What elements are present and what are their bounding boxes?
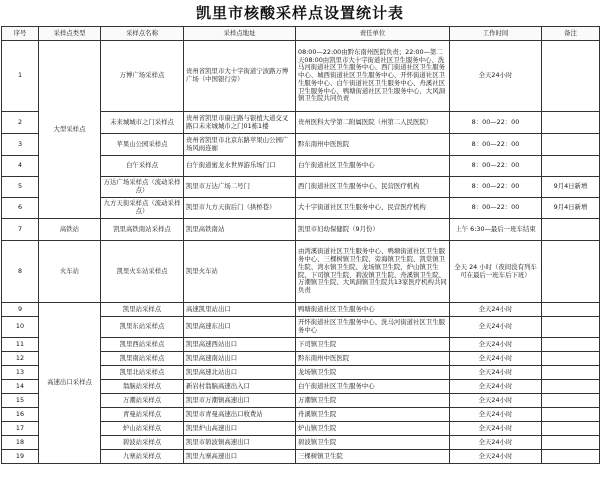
cell-time: 全天24小时 bbox=[450, 338, 542, 352]
cell-address: 贵州省凯里市北京东路苹果山公园广场风雨连廊 bbox=[184, 134, 296, 156]
cell-unit: 万潮镇卫生院 bbox=[296, 394, 450, 408]
stats-table bbox=[1, 26, 600, 464]
cell-time: 全天24小时 bbox=[450, 422, 542, 436]
cell-no: 10 bbox=[2, 317, 39, 338]
cell-time: 全天24小时 bbox=[450, 394, 542, 408]
cell-note bbox=[542, 450, 600, 464]
cell-no: 6 bbox=[2, 198, 39, 219]
cell-name: 白午采样点 bbox=[101, 156, 184, 177]
table-row bbox=[2, 219, 600, 241]
cell-note bbox=[542, 241, 600, 303]
cell-note bbox=[542, 422, 600, 436]
cell-address: 贵州省凯里市康庄路与银植大道交叉路口未来城城市之门01栋1楼 bbox=[184, 112, 296, 134]
header-note: 备注 bbox=[542, 27, 600, 41]
cell-address: 凯里高速北站出口 bbox=[184, 366, 296, 380]
header-time: 工作时间 bbox=[450, 27, 542, 41]
cell-unit: 三棵树镇卫生院 bbox=[296, 450, 450, 464]
cell-unit: 龙场镇卫生院 bbox=[296, 366, 450, 380]
cell-address: 凯里市青曼高速出口收费站 bbox=[184, 408, 296, 422]
table-row bbox=[2, 41, 600, 112]
cell-address: 凯里炉山高速出口 bbox=[184, 422, 296, 436]
cell-address: 新岩村翁脑高速出入口 bbox=[184, 380, 296, 394]
cell-no: 5 bbox=[2, 177, 39, 198]
page-title: 凯里市核酸采样点设置统计表 bbox=[195, 4, 404, 22]
cell-type: 高速出口采样点 bbox=[39, 303, 101, 464]
cell-address: 凯里高速东出口 bbox=[184, 317, 296, 338]
cell-no: 11 bbox=[2, 338, 39, 352]
cell-time: 全天24小时 bbox=[450, 436, 542, 450]
cell-no: 14 bbox=[2, 380, 39, 394]
cell-unit: 西门街道社区卫生服务中心、民营医疗机构 bbox=[296, 177, 450, 198]
header-address: 采样点地址 bbox=[184, 27, 296, 41]
cell-time: 全天 24 小时（夜间没有列车可在最后一班车后下班） bbox=[450, 241, 542, 303]
header-name: 采样点名称 bbox=[101, 27, 184, 41]
table-row bbox=[2, 303, 600, 317]
cell-time: 全天24小时 bbox=[450, 317, 542, 338]
cell-time: 8：00—22：00 bbox=[450, 198, 542, 219]
cell-time: 8：00—22：00 bbox=[450, 156, 542, 177]
cell-time: 全天24小时 bbox=[450, 380, 542, 394]
cell-unit: 碧波镇卫生院 bbox=[296, 436, 450, 450]
cell-name: 凯里火车站采样点 bbox=[101, 241, 184, 303]
cell-unit: 鸭塘街道社区卫生服务中心 bbox=[296, 303, 450, 317]
cell-address: 凯里市碧波镇高速出口 bbox=[184, 436, 296, 450]
cell-note bbox=[542, 352, 600, 366]
table-row bbox=[2, 241, 600, 303]
header-no: 序号 bbox=[2, 27, 39, 41]
cell-note bbox=[542, 380, 600, 394]
cell-address: 凯里高速南站出口 bbox=[184, 352, 296, 366]
cell-address: 凯里九寨高速出口 bbox=[184, 450, 296, 464]
cell-address: 凯里高铁南站 bbox=[184, 219, 296, 241]
cell-note bbox=[542, 41, 600, 112]
cell-unit: 大十字街道社区卫生服务中心、民营医疗机构 bbox=[296, 198, 450, 219]
cell-type: 大型采样点 bbox=[39, 41, 101, 219]
cell-time: 8：00—22：00 bbox=[450, 177, 542, 198]
cell-time: 8：00—22：00 bbox=[450, 134, 542, 156]
cell-name: 凯里站采样点 bbox=[101, 303, 184, 317]
header-unit: 责任单位 bbox=[296, 27, 450, 41]
cell-name: 万博广场采样点 bbox=[101, 41, 184, 112]
cell-no: 19 bbox=[2, 450, 39, 464]
cell-unit: 贵州医科大学第二附属医院（州第二人民医院） bbox=[296, 112, 450, 134]
cell-no: 13 bbox=[2, 366, 39, 380]
cell-time: 全天24小时 bbox=[450, 408, 542, 422]
cell-time: 全天24小时 bbox=[450, 450, 542, 464]
cell-address: 凯里市九方天街后门（拱桥巷） bbox=[184, 198, 296, 219]
cell-no: 9 bbox=[2, 303, 39, 317]
cell-no: 16 bbox=[2, 408, 39, 422]
cell-note bbox=[542, 156, 600, 177]
cell-address: 凯里市万潮镇高速出口 bbox=[184, 394, 296, 408]
cell-unit: 由湾溪街道社区卫生服务中心、鸭塘街道社区卫生服务中心、三棵树镇卫生院、旁海镇卫生院、凯棠镇卫生院、湾水镇卫生院、龙场镇卫生院、炉山镇卫生院、下司镇卫生院、碧波镇卫生院、舟溪镇卫生院、万潮镇卫生院、大风洞镇卫生院共13家医疗机构共同负责 bbox=[296, 241, 450, 303]
cell-unit: 白午街道社区卫生服务中心 bbox=[296, 156, 450, 177]
cell-note bbox=[542, 134, 600, 156]
cell-address: 白午街道蜜龙水世界游乐场门口 bbox=[184, 156, 296, 177]
cell-no: 1 bbox=[2, 41, 39, 112]
cell-no: 3 bbox=[2, 134, 39, 156]
cell-name: 九寨站采样点 bbox=[101, 450, 184, 464]
cell-time: 全天24小时 bbox=[450, 303, 542, 317]
cell-time: 上午 6:30—最后一班车结束 bbox=[450, 219, 542, 241]
cell-name: 凯里高铁南站采样点 bbox=[101, 219, 184, 241]
table-wrapper bbox=[1, 26, 599, 464]
cell-time: 全天24小时 bbox=[450, 41, 542, 112]
cell-address: 凯里市万达广场二号门 bbox=[184, 177, 296, 198]
cell-name: 万潮站采样点 bbox=[101, 394, 184, 408]
cell-name: 翁脑站采样点 bbox=[101, 380, 184, 394]
cell-address: 高速凯里站出口 bbox=[184, 303, 296, 317]
cell-address: 贵州省凯里市大十字街道宁波路万博广场（中国银行旁） bbox=[184, 41, 296, 112]
cell-note bbox=[542, 317, 600, 338]
cell-no: 18 bbox=[2, 436, 39, 450]
cell-unit: 白午街道社区卫生服务中心 bbox=[296, 380, 450, 394]
cell-name: 碧波站采样点 bbox=[101, 436, 184, 450]
cell-unit: 黔东南州中医医院 bbox=[296, 134, 450, 156]
cell-time: 全天24小时 bbox=[450, 366, 542, 380]
cell-name: 未来城城市之门采样点 bbox=[101, 112, 184, 134]
cell-name: 九方天街采样点（流动采样点） bbox=[101, 198, 184, 219]
cell-note bbox=[542, 303, 600, 317]
cell-name: 凯里南站采样点 bbox=[101, 352, 184, 366]
cell-name: 万达广场采样点（流动采样点） bbox=[101, 177, 184, 198]
cell-note bbox=[542, 338, 600, 352]
cell-no: 15 bbox=[2, 394, 39, 408]
cell-name: 凯里东站采样点 bbox=[101, 317, 184, 338]
cell-unit: 下司镇卫生院 bbox=[296, 338, 450, 352]
cell-note: 9月4日新增 bbox=[542, 198, 600, 219]
cell-no: 4 bbox=[2, 156, 39, 177]
cell-no: 2 bbox=[2, 112, 39, 134]
cell-note bbox=[542, 408, 600, 422]
cell-address: 凯里火车站 bbox=[184, 241, 296, 303]
cell-time: 全天24小时 bbox=[450, 352, 542, 366]
cell-address: 凯里高速西站出口 bbox=[184, 338, 296, 352]
cell-unit: 开怀街道社区卫生服务中心、洗马河街道社区卫生服务中心 bbox=[296, 317, 450, 338]
cell-unit: 炉山镇卫生院 bbox=[296, 422, 450, 436]
cell-no: 7 bbox=[2, 219, 39, 241]
cell-name: 凯里西站采样点 bbox=[101, 338, 184, 352]
cell-note: 9月4日新增 bbox=[542, 177, 600, 198]
cell-name: 凯里北站采样点 bbox=[101, 366, 184, 380]
cell-note bbox=[542, 366, 600, 380]
cell-note bbox=[542, 394, 600, 408]
cell-name: 炉山站采样点 bbox=[101, 422, 184, 436]
cell-name: 苹果山公园采样点 bbox=[101, 134, 184, 156]
cell-name: 青曼站采样点 bbox=[101, 408, 184, 422]
cell-time: 8：00—22：00 bbox=[450, 112, 542, 134]
cell-no: 12 bbox=[2, 352, 39, 366]
cell-no: 17 bbox=[2, 422, 39, 436]
header-type: 采样点类型 bbox=[39, 27, 101, 41]
cell-no: 8 bbox=[2, 241, 39, 303]
cell-note bbox=[542, 436, 600, 450]
cell-unit: 舟溪镇卫生院 bbox=[296, 408, 450, 422]
cell-type: 高铁站 bbox=[39, 219, 101, 241]
cell-unit: 黔东南州中医医院 bbox=[296, 352, 450, 366]
cell-type: 火车站 bbox=[39, 241, 101, 303]
cell-note bbox=[542, 219, 600, 241]
cell-note bbox=[542, 112, 600, 134]
cell-unit: 凯里市妇幼保健院（9月份） bbox=[296, 219, 450, 241]
cell-unit: 08:00—22:00由黔东南州医院负责；22:00—第二天08:00由凯里市大十字街道社区卫生服务中心、洗马河街道社区卫生服务中心、西门街道社区卫生服务中心、城西街道社区卫生服务中心、开怀街道社区卫生服务中心、白午街道社区卫生服务中心、舟溪社区卫生服务中心、鸭塘街道社区卫生服务中心、大风洞镇卫生院共同负责 bbox=[296, 41, 450, 112]
table-header-row bbox=[2, 27, 600, 41]
